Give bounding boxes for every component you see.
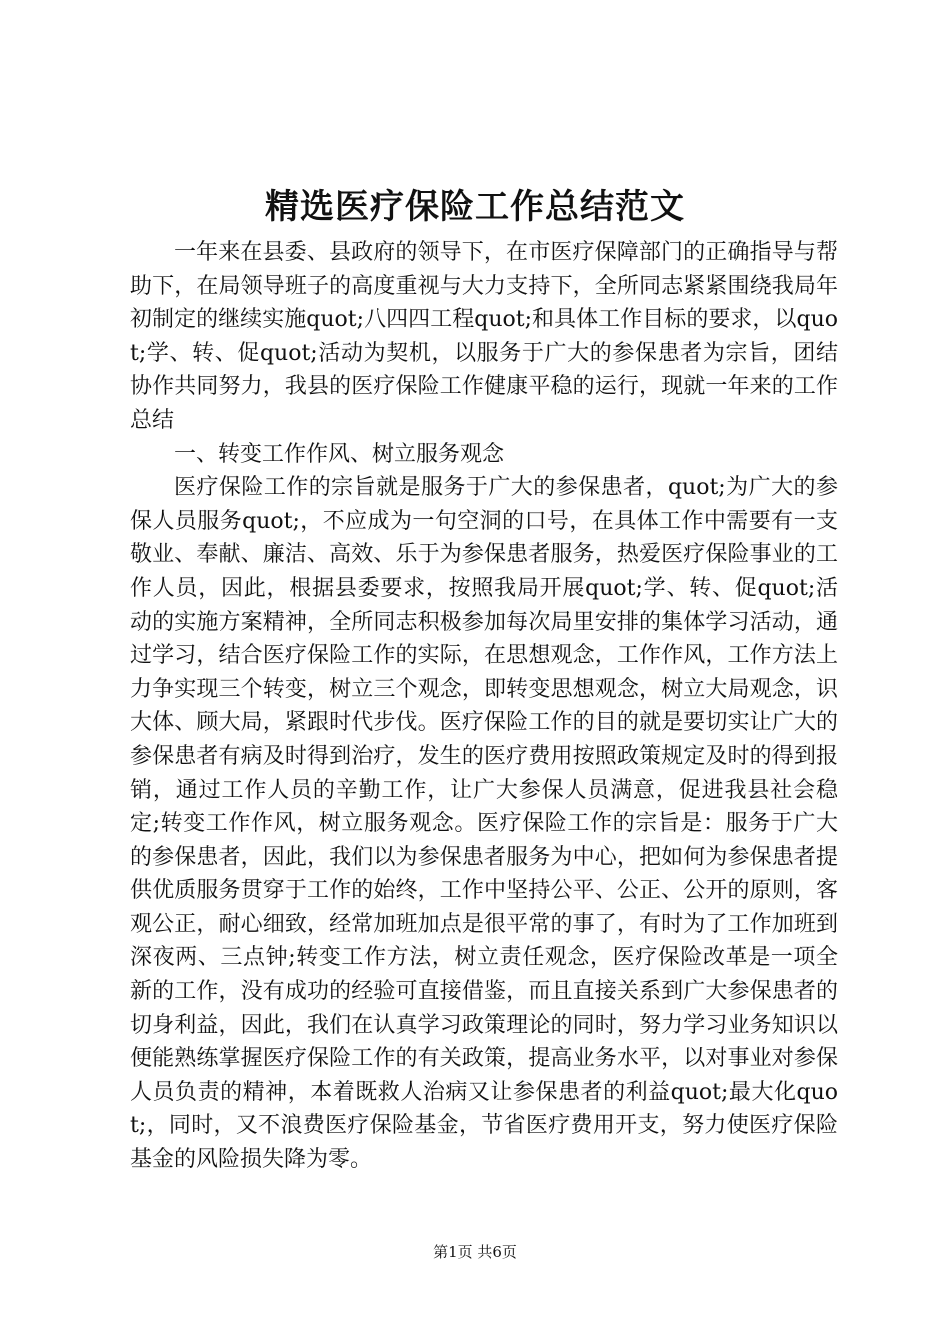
document-body bbox=[130, 236, 838, 1177]
document-title: 精选医疗保险工作总结范文 bbox=[265, 187, 685, 227]
paragraph-intro: 一年来在县委、县政府的领导下，在市医疗保障部门的正确指导与帮助下，在局领导班子的高度重视与大力支持下，全所同志紧紧围绕我局年初制定的继续实施quot;八四四工程quot;和具体工作目标的要求，以quot;学、转、促quot;活动为契机，以服务于广大的参保患者为宗旨，团结协作共同努力，我县的医疗保险工作健康平稳的运行，现就一年来的工作总结 bbox=[130, 240, 838, 433]
paragraph-section-1: 医疗保险工作的宗旨就是服务于广大的参保患者，quot;为广大的参保人员服务quot;，不应成为一句空洞的口号，在具体工作中需要有一支敬业、奉献、廉洁、高效、乐于为参保患者服务，热爱医疗保险事业的工作人员，因此，根据县委要求，按照我局开展quot;学、转、促quot;活动的实施方案精神，全所同志积极参加每次局里安排的集体学习活动，通过学习，结合医疗保险工作的实际，在思想观念，工作作风，工作方法上力争实现三个转变，树立三个观念，即转变思想观念，树立大局观念，识大体、顾大局，紧跟时代步伐。医疗保险工作的目的就是要切实让广大的参保患者有病及时得到治疗，发生的医疗费用按照政策规定及时的得到报销，通过工作人员的辛勤工作，让广大参保人员满意，促进我县社会稳定;转变工作作风，树立服务观念。医疗保险工作的宗旨是：服务于广大的参保患者，因此，我们以为参保患者服务为中心，把如何为参保患者提供优质服务贯穿于工作的始终，工作中坚持公平、公正、公开的原则，客观公正，耐心细致，经常加班加点是很平常的事了，有时为了工作加班到深夜两、三点钟;转变工作方法，树立责任观念，医疗保险改革是一项全新的工作，没有成功的经验可直接借鉴，而且直接关系到广大参保患者的切身利益，因此，我们在认真学习政策理论的同时，努力学习业务知识以便能熟练掌握医疗保险工作的有关政策，提高业务水平，以对事业对参保人员负责的精神，本着既救人治病又让参保患者的利益quot;最大化quot;，同时，又不浪费医疗保险基金，节省医疗费用开支，努力使医疗保险基金的风险损失降为零。 bbox=[130, 475, 838, 1173]
section-heading: 一、转变工作作风、树立服务观念 bbox=[174, 441, 505, 467]
page-number-footer: 第1页 共6页 bbox=[433, 1243, 517, 1261]
